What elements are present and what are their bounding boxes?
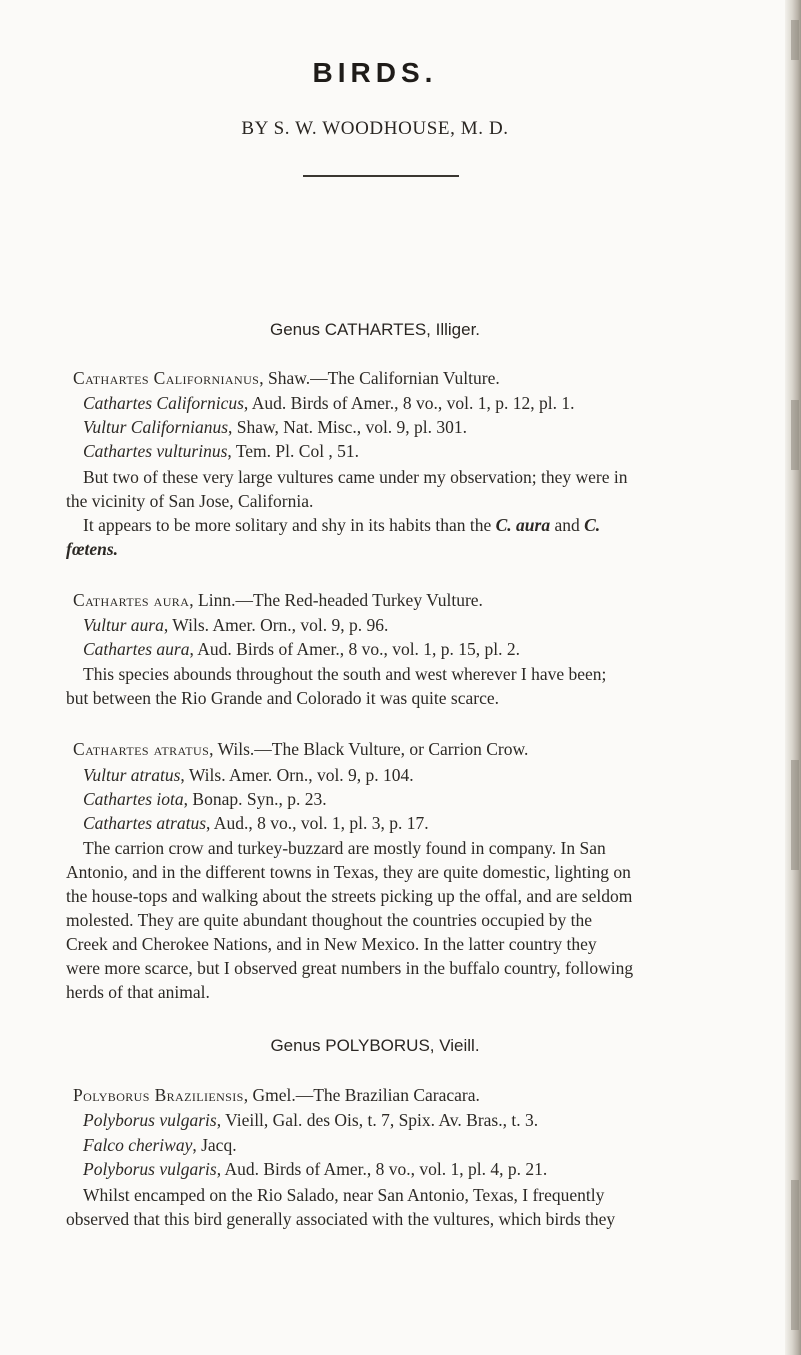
synonym-line xyxy=(83,1158,547,1180)
species-heading-aura xyxy=(73,589,483,611)
synonym-reference: , Aud. Birds of Amer., 8 vo., vol. 1, p. 15, pl. 2. xyxy=(189,639,521,659)
synonym-line xyxy=(83,440,359,462)
divider-rule xyxy=(303,175,459,177)
genus-heading-cathartes: Genus CATHARTES, Illiger. xyxy=(269,320,481,339)
synonym-reference: , Jacq. xyxy=(192,1135,237,1155)
body-text-line: But two of these very large vultures came under my observation; they were in xyxy=(83,467,628,487)
body-text-line: the house-tops and walking about the streets picking up the offal, and are seldom xyxy=(66,886,633,906)
species-heading-rest: , Shaw.—The Californian Vulture. xyxy=(259,368,500,388)
species-heading-californianus xyxy=(73,367,500,389)
body-text: It appears to be more solitary and shy in its habits than the xyxy=(83,515,496,535)
synonym-reference: , Wils. Amer. Orn., vol. 9, p. 104. xyxy=(180,765,414,785)
synonym-line xyxy=(83,416,467,438)
synonym-name: Cathartes iota xyxy=(83,789,184,809)
body-text-line: fœtens. xyxy=(66,539,119,559)
body-text: and xyxy=(550,515,585,535)
page-edge-shadow xyxy=(785,0,801,1355)
genus-heading-polyborus: Genus POLYBORUS, Vieill. xyxy=(270,1036,480,1055)
synonym-name: Cathartes vulturinus xyxy=(83,441,228,461)
synonym-reference: , Tem. Pl. Col , 51. xyxy=(227,441,360,461)
synonym-name: Cathartes Californicus xyxy=(83,393,244,413)
synonym-line xyxy=(83,812,429,834)
synonym-name: Cathartes aura xyxy=(83,639,190,659)
species-heading-rest: , Linn.—The Red-headed Turkey Vulture. xyxy=(189,590,483,610)
paper-stain xyxy=(791,760,799,870)
synonym-name: Polyborus vulgaris xyxy=(83,1159,217,1179)
synonym-reference: , Vieill, Gal. des Ois, t. 7, Spix. Av. Bras., t. 3. xyxy=(216,1110,539,1130)
synonym-reference: , Wils. Amer. Orn., vol. 9, p. 96. xyxy=(163,615,389,635)
body-text-line xyxy=(83,514,600,536)
synonym-line xyxy=(83,1134,237,1156)
paper-stain xyxy=(791,1180,799,1330)
paper-stain xyxy=(791,20,799,60)
species-name: Polyborus Braziliensis xyxy=(73,1085,244,1105)
synonym-line xyxy=(83,392,574,414)
synonym-name: Vultur Californianus xyxy=(83,417,229,437)
body-text-line: Antonio, and in the different towns in Texas, they are quite domestic, lighting on xyxy=(66,862,631,882)
synonym-name: Cathartes atratus xyxy=(83,813,207,833)
species-heading-rest: , Wils.—The Black Vulture, or Carrion Crow. xyxy=(209,739,529,759)
body-text-line: Creek and Cherokee Nations, and in New Mexico. In the latter country they xyxy=(66,934,597,954)
species-name: Cathartes aura xyxy=(73,590,190,610)
species-reference: C. xyxy=(584,515,601,535)
body-text-line: but between the Rio Grande and Colorado it was quite scarce. xyxy=(66,688,499,708)
body-text-line: molested. They are quite abundant thoughout the countries occupied by the xyxy=(66,910,592,930)
species-heading-braziliensis xyxy=(73,1084,480,1106)
species-name: Cathartes Californianus xyxy=(73,368,260,388)
species-heading-rest: , Gmel.—The Brazilian Caracara. xyxy=(243,1085,480,1105)
body-text-line: The carrion crow and turkey-buzzard are mostly found in company. In San xyxy=(83,838,606,858)
body-text-line: This species abounds throughout the south and west wherever I have been; xyxy=(83,664,607,684)
synonym-name: Vultur aura xyxy=(83,615,164,635)
synonym-reference: , Shaw, Nat. Misc., vol. 9, pl. 301. xyxy=(228,417,468,437)
synonym-reference: , Aud. Birds of Amer., 8 vo., vol. 1, p. 12, pl. 1. xyxy=(243,393,575,413)
synonym-reference: , Bonap. Syn., p. 23. xyxy=(183,789,327,809)
synonym-reference: , Aud., 8 vo., vol. 1, pl. 3, p. 17. xyxy=(206,813,429,833)
body-text-line: herds of that animal. xyxy=(66,982,210,1002)
synonym-line xyxy=(83,764,414,786)
author-byline: BY S. W. WOODHOUSE, M. D. xyxy=(241,118,509,139)
synonym-line xyxy=(83,1109,538,1131)
synonym-name: Falco cheriway xyxy=(83,1135,193,1155)
synonym-reference: , Aud. Birds of Amer., 8 vo., vol. 1, pl. 4, p. 21. xyxy=(216,1159,548,1179)
body-text-line: were more scarce, but I observed great numbers in the buffalo country, following xyxy=(66,958,634,978)
paper-stain xyxy=(791,400,799,470)
body-text-line: observed that this bird generally associated with the vultures, which birds they xyxy=(66,1209,616,1229)
body-text-line: the vicinity of San Jose, California. xyxy=(66,491,314,511)
synonym-line xyxy=(83,788,327,810)
body-text-line: Whilst encamped on the Rio Salado, near San Antonio, Texas, I frequently xyxy=(83,1185,605,1205)
species-heading-atratus xyxy=(73,738,528,760)
species-name: Cathartes atratus xyxy=(73,739,210,759)
species-reference: C. aura xyxy=(495,515,551,535)
synonym-name: Polyborus vulgaris xyxy=(83,1110,217,1130)
synonym-line xyxy=(83,614,388,636)
page-title: BIRDS. xyxy=(312,57,438,88)
synonym-line xyxy=(83,638,520,660)
synonym-name: Vultur atratus xyxy=(83,765,181,785)
